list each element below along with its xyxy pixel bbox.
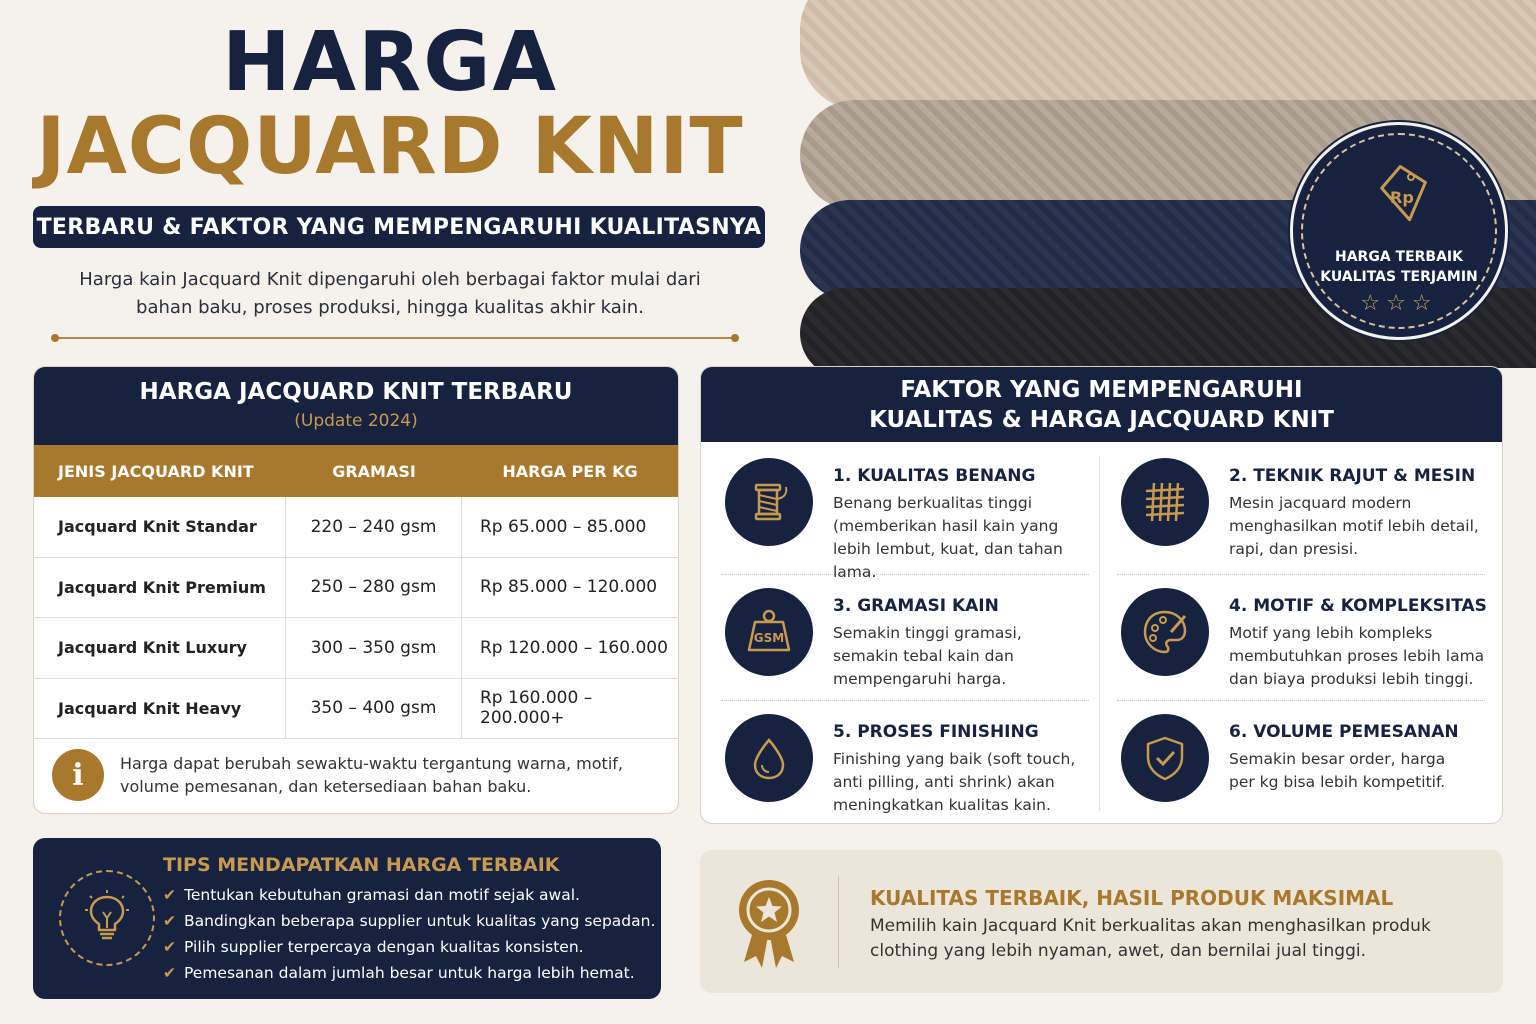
note-line-1: Harga dapat berubah sewaktu-waktu tergantung warna, motif, [120,754,623,773]
price-table-header [34,367,678,445]
factor-desc-line: Semakin besar order, harga [1229,750,1446,768]
factor-desc [1229,492,1479,561]
factor-item [725,588,1105,691]
palette-icon [1121,588,1209,676]
factor-title: 6. VOLUME PEMESANAN [1229,722,1459,742]
factor-desc-line: Benang berkualitas tinggi [833,494,1033,512]
intro-text [40,266,740,322]
table-row [34,618,678,679]
factor-desc [833,622,1022,691]
cell-type: Jacquard Knit Heavy [34,679,286,739]
factor-item [1121,714,1501,802]
quality-divider [838,876,839,968]
factor-desc [833,748,1075,817]
badge-currency-text: Rp [1390,188,1414,207]
column-header-price: HARGA PER KG [502,461,638,481]
factor-desc [833,492,1105,584]
cell-gsm: 300 – 350 gsm [286,618,462,678]
factors-title-line-2: KUALITAS & HARGA JACQUARD KNIT [869,407,1334,433]
factor-desc [1229,748,1459,794]
note-line-2: volume pemesanan, dan ketersediaan bahan baku. [120,777,532,796]
grid-divider [1117,574,1485,575]
factors-header [701,367,1502,442]
cell-gsm: 350 – 400 gsm [286,679,462,739]
factor-title: 5. PROSES FINISHING [833,722,1039,742]
factor-title: 4. MOTIF & KOMPLEKSITAS [1229,596,1487,616]
grid-divider [721,700,1089,701]
check-icon: ✔ [163,912,176,930]
lightbulb-icon [59,870,155,966]
factor-desc-line: Mesin jacquard modern [1229,494,1412,512]
tips-list [163,882,655,986]
factor-title: 1. KUALITAS BENANG [833,466,1036,486]
list-item [163,882,655,908]
droplet-icon [725,714,813,802]
factors-card [700,366,1503,824]
price-table-card [33,366,679,814]
grid-divider [1117,700,1485,701]
divider-line [55,337,735,339]
star-icon-row: ☆☆☆ [1360,291,1438,316]
quality-desc-line-2: clothing yang lebih nyaman, awet, dan bernilai jual tinggi. [870,941,1366,961]
table-row [34,679,678,740]
column-header-gsm: GRAMASI [332,461,416,481]
price-note [34,739,678,801]
factor-desc-line: per kg bisa lebih kompetitif. [1229,773,1446,791]
quality-title: KUALITAS TERBAIK, HASIL PRODUK MAKSIMAL [870,886,1394,910]
table-row [34,558,678,619]
cell-gsm: 250 – 280 gsm [286,558,462,618]
cell-price: Rp 65.000 – 85.000 [480,516,647,537]
price-table-column-headers [34,445,678,497]
price-table-title: HARGA JACQUARD KNIT TERBARU [139,379,573,405]
intro-line-2: bahan baku, proses produksi, hingga kualitas akhir kain. [136,297,644,318]
price-tag-icon [1365,159,1435,229]
badge-line-2: KUALITAS TERJAMIN [1320,269,1478,285]
subtitle-banner [33,206,765,248]
list-item [163,960,655,986]
factor-item [1121,458,1501,561]
badge-line-1: HARGA TERBAIK [1335,249,1463,265]
price-note-text [120,752,623,798]
cell-gsm: 220 – 240 gsm [286,497,462,557]
cell-type: Jacquard Knit Standar [34,497,286,557]
factor-desc-line: mempengaruhi harga. [833,670,1007,688]
factor-title: 2. TEKNIK RAJUT & MESIN [1229,466,1476,486]
quality-card [700,850,1503,993]
best-price-badge [1290,122,1508,340]
factor-item [1121,588,1501,691]
info-icon: i [52,749,104,801]
cell-type: Jacquard Knit Luxury [34,618,286,678]
tips-title: TIPS MENDAPATKAN HARGA TERBAIK [163,854,560,876]
cell-price: Rp 85.000 – 120.000 [480,577,658,598]
page-title-line2: JACQUARD KNIT [36,102,744,192]
list-item [163,934,655,960]
factor-desc-line: dan biaya produksi lebih tinggi. [1229,670,1474,688]
factor-title: 3. GRAMASI KAIN [833,596,999,616]
fabric-fold-beige [800,0,1536,110]
check-icon: ✔ [163,964,176,982]
factor-desc-line: anti pilling, anti shrink) akan [833,773,1055,791]
quality-desc-line-1: Memilih kain Jacquard Knit berkualitas akan menghasilkan produk [870,916,1431,936]
check-icon: ✔ [163,886,176,904]
cell-price: Rp 120.000 – 160.000 [480,637,668,658]
gsm-icon-text: GSM [753,631,785,645]
factor-desc-line: Motif yang lebih kompleks [1229,624,1433,642]
list-item [163,908,655,934]
tip-text: Pilih supplier terpercaya dengan kualitas konsisten. [184,938,584,956]
intro-line-1: Harga kain Jacquard Knit dipengaruhi oleh berbagai faktor mulai dari [79,269,701,290]
factor-desc-line: Finishing yang baik (soft touch, [833,750,1076,768]
tip-text: Tentukan kebutuhan gramasi dan motif sejak awal. [184,886,580,904]
shield-check-icon [1121,714,1209,802]
subtitle-text: TERBARU & FAKTOR YANG MEMPENGARUHI KUALITASNYA [36,214,762,240]
factor-desc-line: lebih lembut, kuat, dan tahan lama. [833,540,1063,581]
factor-desc-line: menghasilkan motif lebih detail, [1229,517,1479,535]
weight-gsm-icon [725,588,813,676]
factor-desc-line: membutuhkan proses lebih lama [1229,647,1485,665]
price-table-update: (Update 2024) [294,411,418,431]
factors-grid [701,442,1502,824]
factor-desc-line: (memberikan hasil kain yang [833,517,1059,535]
award-medal-icon [734,876,804,970]
thread-spool-icon [725,458,813,546]
knit-grid-icon [1121,458,1209,546]
column-header-type: JENIS JACQUARD KNIT [58,461,254,481]
quality-desc [870,914,1470,964]
factor-item [725,714,1105,817]
tips-card [33,838,661,999]
table-row [34,497,678,558]
factor-item [725,458,1105,584]
factors-title-line-1: FAKTOR YANG MEMPENGARUHI [900,377,1303,403]
cell-price: Rp 160.000 – 200.000+ [480,688,593,729]
factor-desc-line: Semakin tinggi gramasi, [833,624,1022,642]
tip-text: Bandingkan beberapa supplier untuk kualitas yang sepadan. [184,912,656,930]
tip-text: Pemesanan dalam jumlah besar untuk harga lebih hemat. [184,964,635,982]
factor-desc-line: meningkatkan kualitas kain. [833,796,1051,814]
page-title-line1: HARGA [222,15,558,110]
factor-desc-line: rapi, dan presisi. [1229,540,1359,558]
factor-desc [1229,622,1487,691]
cell-type: Jacquard Knit Premium [34,558,286,618]
check-icon: ✔ [163,938,176,956]
factor-desc-line: semakin tebal kain dan [833,647,1014,665]
